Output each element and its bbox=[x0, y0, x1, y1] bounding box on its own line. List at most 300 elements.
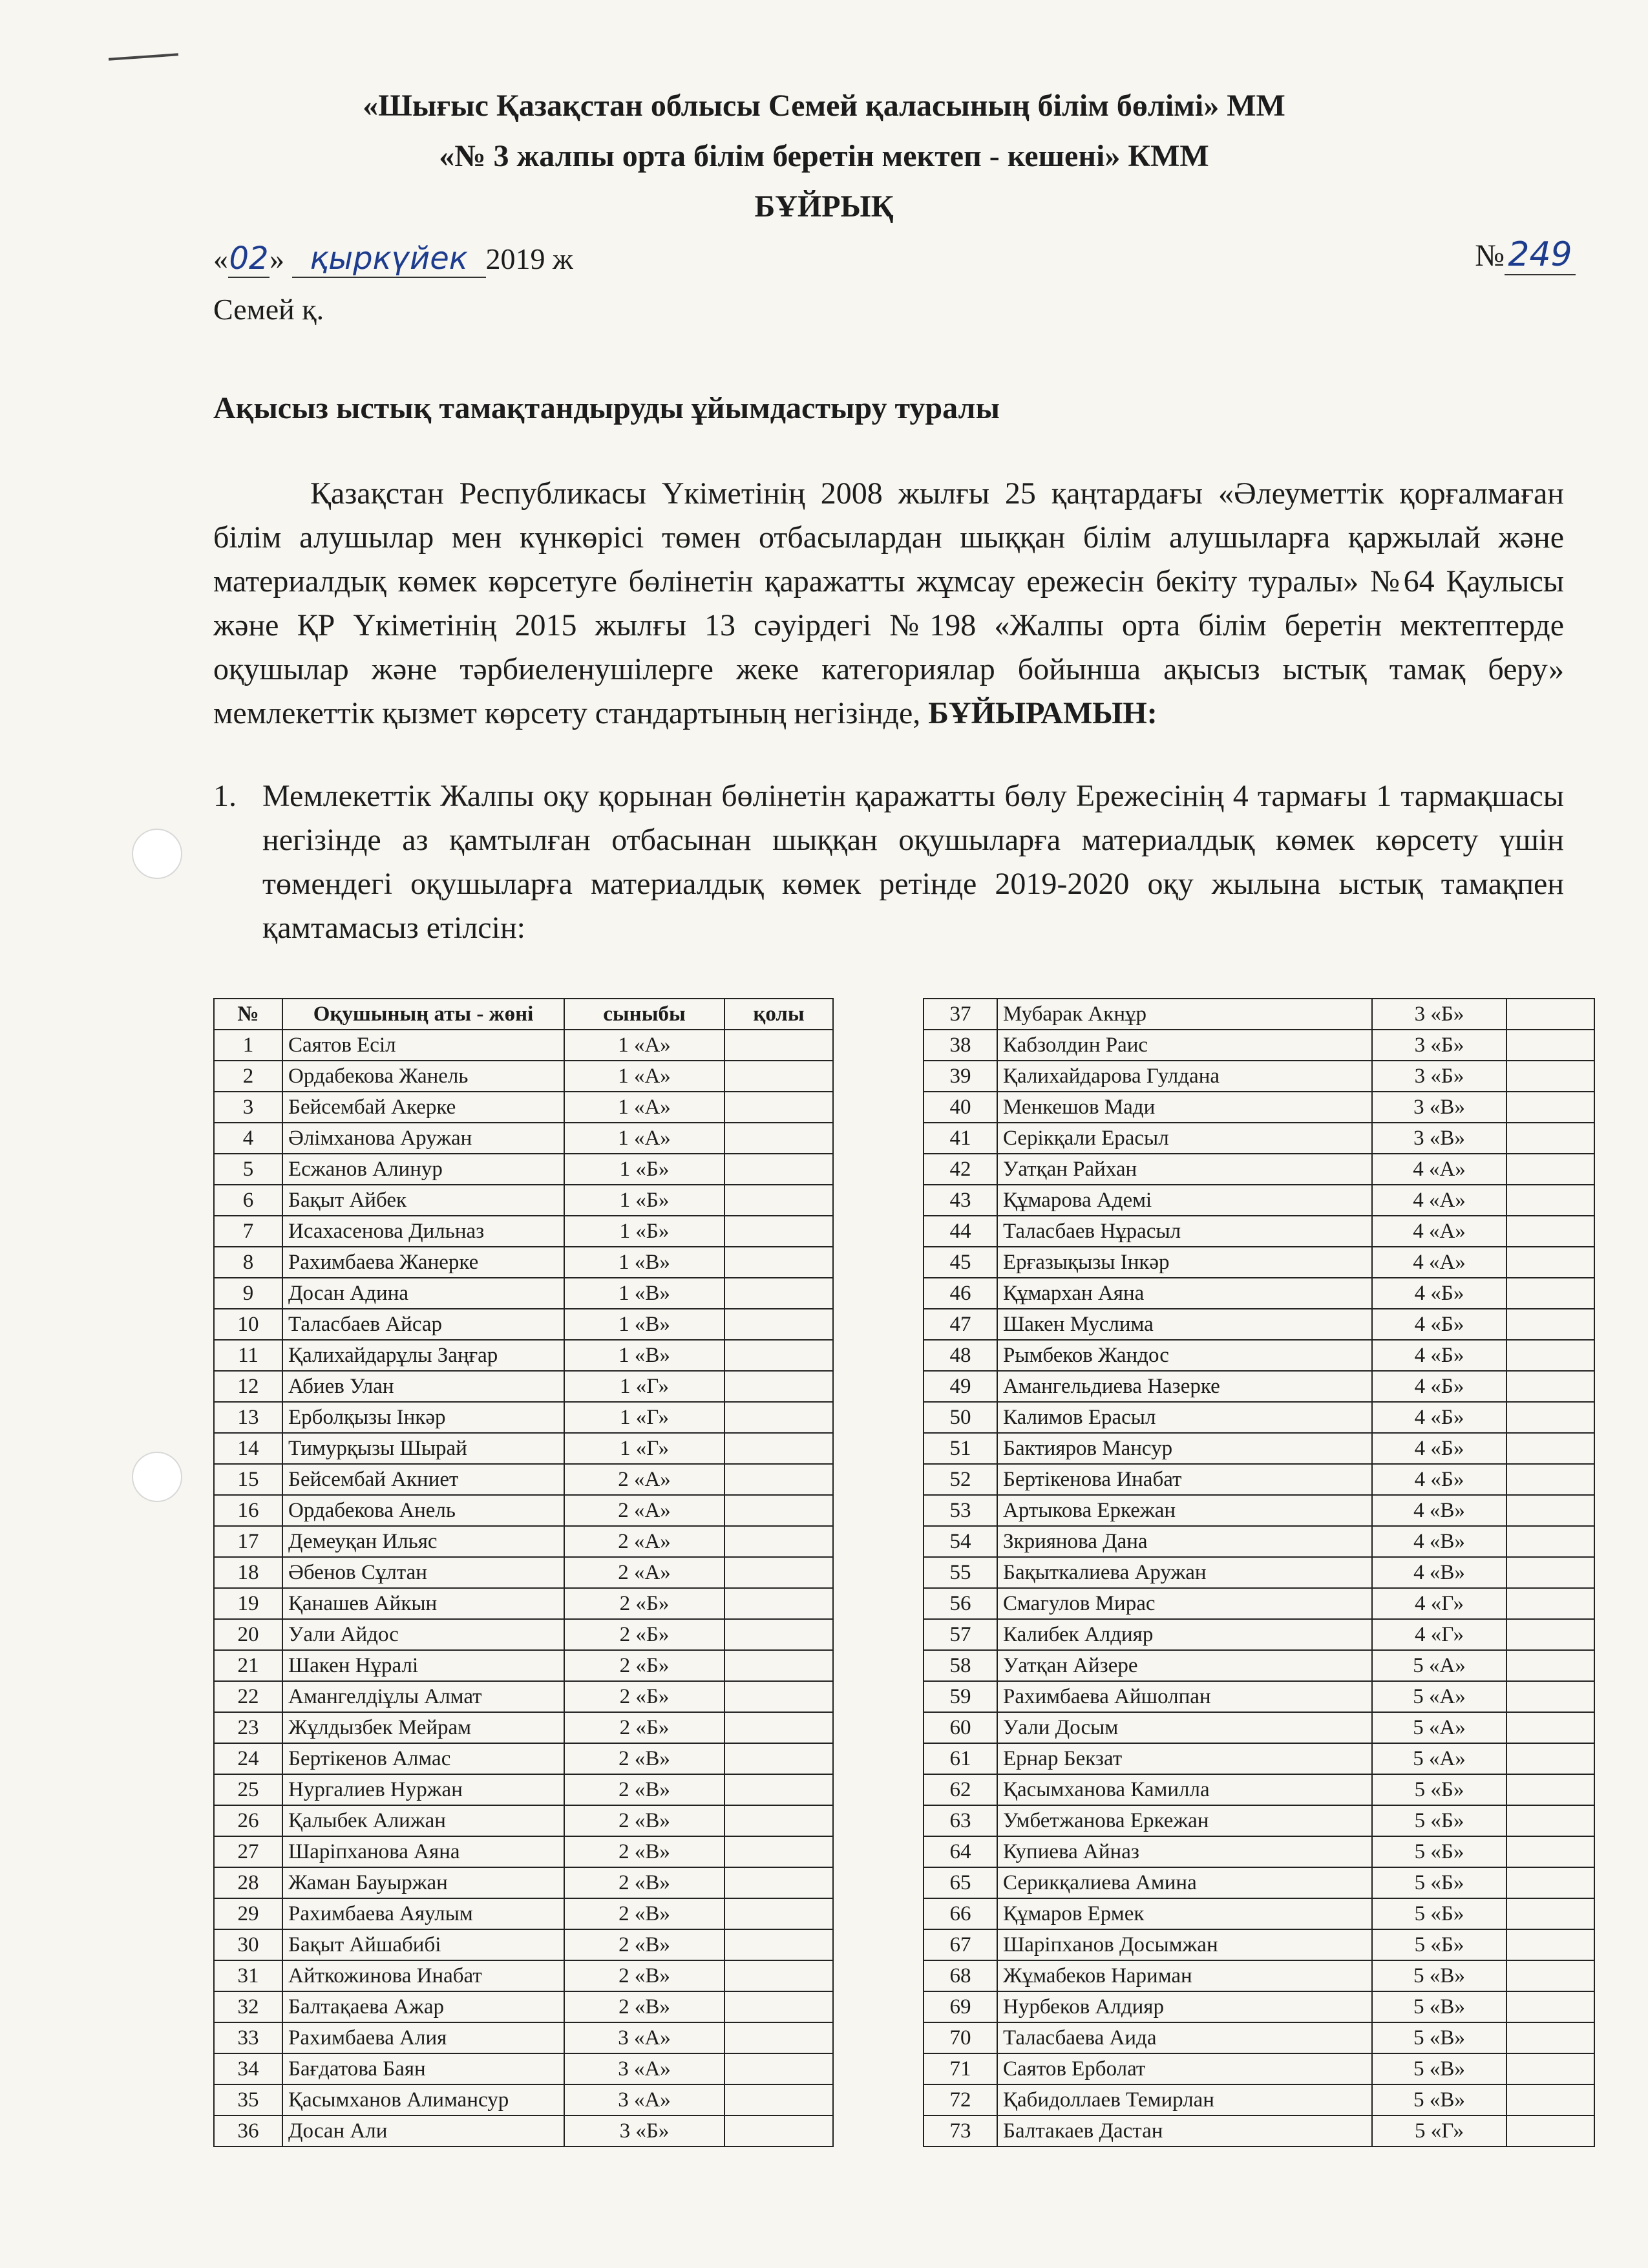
order-date bbox=[213, 240, 573, 278]
punch-hole-top bbox=[132, 829, 182, 879]
signature-cell bbox=[724, 1340, 833, 1371]
signature-cell bbox=[1506, 1123, 1594, 1154]
student-number: 28 bbox=[214, 1867, 282, 1898]
city: Семей қ. bbox=[213, 293, 324, 326]
student-number: 61 bbox=[924, 1743, 997, 1774]
table-row bbox=[924, 1867, 1594, 1898]
student-class: 5 «А» bbox=[1372, 1681, 1506, 1712]
table-row bbox=[924, 1030, 1594, 1061]
table-row bbox=[214, 1743, 833, 1774]
student-class: 5 «Б» bbox=[1372, 1836, 1506, 1867]
student-number: 60 bbox=[924, 1712, 997, 1743]
student-name: Серикқалиева Амина bbox=[997, 1867, 1372, 1898]
student-name: Досан Али bbox=[282, 2115, 564, 2146]
student-class: 5 «В» bbox=[1372, 2053, 1506, 2084]
student-name: Есжанов Алинур bbox=[282, 1154, 564, 1185]
student-name: Таласбаев Айсар bbox=[282, 1309, 564, 1340]
student-class: 2 «В» bbox=[564, 1898, 724, 1929]
student-class: 1 «А» bbox=[564, 1092, 724, 1123]
table-row bbox=[214, 1619, 833, 1650]
student-class: 3 «А» bbox=[564, 2053, 724, 2084]
signature-cell bbox=[1506, 1495, 1594, 1526]
signature-cell bbox=[724, 1278, 833, 1309]
student-name: Уатқан Айзере bbox=[997, 1650, 1372, 1681]
signature-cell bbox=[724, 1061, 833, 1092]
signature-cell bbox=[1506, 1464, 1594, 1495]
signature-cell bbox=[724, 1712, 833, 1743]
table-row bbox=[924, 1526, 1594, 1557]
student-number: 45 bbox=[924, 1247, 997, 1278]
signature-cell bbox=[1506, 2084, 1594, 2115]
table-row bbox=[924, 1774, 1594, 1805]
student-class: 5 «А» bbox=[1372, 1712, 1506, 1743]
school-name-line: «№ 3 жалпы орта білім беретін мектеп - кешені» КММ bbox=[439, 139, 1209, 173]
student-name: Тимурқызы Шырай bbox=[282, 1433, 564, 1464]
student-number: 57 bbox=[924, 1619, 997, 1650]
student-number: 10 bbox=[214, 1309, 282, 1340]
student-name: Нурбеков Алдияр bbox=[997, 1991, 1372, 2022]
student-class: 4 «А» bbox=[1372, 1216, 1506, 1247]
student-class: 2 «В» bbox=[564, 1867, 724, 1898]
student-name: Шакен Муслима bbox=[997, 1309, 1372, 1340]
table-header-row bbox=[214, 999, 833, 1030]
student-name: Құмарова Адемі bbox=[997, 1185, 1372, 1216]
table-row bbox=[214, 1650, 833, 1681]
table-row bbox=[924, 1805, 1594, 1836]
signature-cell bbox=[1506, 1309, 1594, 1340]
signature-cell bbox=[724, 2115, 833, 2146]
table-row bbox=[214, 1681, 833, 1712]
order-number bbox=[1475, 235, 1576, 275]
signature-cell bbox=[724, 1309, 833, 1340]
student-class: 3 «Б» bbox=[1372, 999, 1506, 1030]
student-class: 4 «Б» bbox=[1372, 1433, 1506, 1464]
table-row bbox=[924, 1929, 1594, 1960]
student-name: Рахимбаева Алия bbox=[282, 2022, 564, 2053]
student-number: 34 bbox=[214, 2053, 282, 2084]
table-row bbox=[214, 2084, 833, 2115]
table-row bbox=[214, 1960, 833, 1991]
table-row bbox=[214, 1588, 833, 1619]
student-class: 5 «В» bbox=[1372, 1991, 1506, 2022]
student-class: 4 «Б» bbox=[1372, 1278, 1506, 1309]
student-class: 2 «В» bbox=[564, 1805, 724, 1836]
student-name: Шаріпханова Аяна bbox=[282, 1836, 564, 1867]
student-class: 1 «Г» bbox=[564, 1371, 724, 1402]
student-number: 69 bbox=[924, 1991, 997, 2022]
table-row bbox=[214, 1216, 833, 1247]
table-row bbox=[214, 1991, 833, 2022]
intro-paragraph bbox=[213, 472, 1564, 736]
signature-cell bbox=[1506, 1402, 1594, 1433]
student-number: 33 bbox=[214, 2022, 282, 2053]
student-class: 5 «А» bbox=[1372, 1650, 1506, 1681]
table-row bbox=[214, 1557, 833, 1588]
table-row bbox=[214, 1433, 833, 1464]
student-class: 5 «А» bbox=[1372, 1743, 1506, 1774]
signature-cell bbox=[1506, 1712, 1594, 1743]
student-number: 59 bbox=[924, 1681, 997, 1712]
signature-cell bbox=[1506, 2115, 1594, 2146]
signature-cell bbox=[1506, 1340, 1594, 1371]
table-row bbox=[924, 1712, 1594, 1743]
student-name: Нургалиев Нуржан bbox=[282, 1774, 564, 1805]
table-row bbox=[924, 1247, 1594, 1278]
student-class: 2 «А» bbox=[564, 1495, 724, 1526]
student-name: Қалихайдарова Гулдана bbox=[997, 1061, 1372, 1092]
student-number: 11 bbox=[214, 1340, 282, 1371]
student-name: Қалыбек Алижан bbox=[282, 1805, 564, 1836]
header-class: сыныбы bbox=[564, 999, 724, 1030]
student-number: 22 bbox=[214, 1681, 282, 1712]
student-number: 36 bbox=[214, 2115, 282, 2146]
student-class: 4 «Г» bbox=[1372, 1588, 1506, 1619]
signature-cell bbox=[1506, 1526, 1594, 1557]
student-name: Бейсембай Акниет bbox=[282, 1464, 564, 1495]
student-number: 8 bbox=[214, 1247, 282, 1278]
student-name: Таласбаева Аида bbox=[997, 2022, 1372, 2053]
table-row bbox=[214, 1309, 833, 1340]
student-number: 13 bbox=[214, 1402, 282, 1433]
student-class: 3 «А» bbox=[564, 2084, 724, 2115]
student-class: 1 «В» bbox=[564, 1278, 724, 1309]
signature-cell bbox=[724, 1867, 833, 1898]
table-row bbox=[924, 1433, 1594, 1464]
signature-cell bbox=[724, 1681, 833, 1712]
student-name: Рахимбаева Айшолпан bbox=[997, 1681, 1372, 1712]
signature-cell bbox=[724, 1402, 833, 1433]
student-class: 4 «А» bbox=[1372, 1185, 1506, 1216]
signature-cell bbox=[1506, 1991, 1594, 2022]
student-name: Балтакаев Дастан bbox=[997, 2115, 1372, 2146]
table-row bbox=[924, 2084, 1594, 2115]
student-name: Қасымханова Камилла bbox=[997, 1774, 1372, 1805]
table-row bbox=[214, 1061, 833, 1092]
order-item-1 bbox=[213, 774, 1564, 950]
student-class: 4 «В» bbox=[1372, 1495, 1506, 1526]
signature-cell bbox=[724, 1433, 833, 1464]
table-row bbox=[924, 1681, 1594, 1712]
student-class: 2 «А» bbox=[564, 1526, 724, 1557]
number-sign: № bbox=[1475, 238, 1505, 273]
student-name: Шаріпханов Досымжан bbox=[997, 1929, 1372, 1960]
student-number: 26 bbox=[214, 1805, 282, 1836]
table-row bbox=[924, 1464, 1594, 1495]
student-number: 7 bbox=[214, 1216, 282, 1247]
student-number: 14 bbox=[214, 1433, 282, 1464]
student-name: Таласбаев Нұрасыл bbox=[997, 1216, 1372, 1247]
table-row bbox=[924, 1092, 1594, 1123]
table-row bbox=[924, 1991, 1594, 2022]
student-class: 2 «А» bbox=[564, 1557, 724, 1588]
student-class: 5 «В» bbox=[1372, 2084, 1506, 2115]
student-name: Уатқан Райхан bbox=[997, 1154, 1372, 1185]
open-quote: « bbox=[213, 242, 228, 275]
student-number: 27 bbox=[214, 1836, 282, 1867]
document-type: БҰЙРЫҚ bbox=[754, 189, 894, 224]
signature-cell bbox=[1506, 2022, 1594, 2053]
signature-cell bbox=[1506, 1371, 1594, 1402]
org-name-line: «Шығыс Қазақстан облысы Семей қаласының білім бөлімі» ММ bbox=[363, 89, 1285, 123]
student-number: 66 bbox=[924, 1898, 997, 1929]
table-row bbox=[924, 1216, 1594, 1247]
student-number: 55 bbox=[924, 1557, 997, 1588]
student-number: 15 bbox=[214, 1464, 282, 1495]
date-month: қыркүйек bbox=[310, 240, 468, 277]
table-row bbox=[924, 1309, 1594, 1340]
student-number: 12 bbox=[214, 1371, 282, 1402]
student-number: 20 bbox=[214, 1619, 282, 1650]
student-name: Купиева Айназ bbox=[997, 1836, 1372, 1867]
student-name: Уали Досым bbox=[997, 1712, 1372, 1743]
student-class: 1 «А» bbox=[564, 1030, 724, 1061]
student-number: 71 bbox=[924, 2053, 997, 2084]
table-row bbox=[214, 1402, 833, 1433]
student-class: 3 «В» bbox=[1372, 1092, 1506, 1123]
student-class: 2 «Б» bbox=[564, 1588, 724, 1619]
student-class: 2 «В» bbox=[564, 1774, 724, 1805]
student-name: Саятов Есіл bbox=[282, 1030, 564, 1061]
student-number: 53 bbox=[924, 1495, 997, 1526]
student-class: 2 «Б» bbox=[564, 1712, 724, 1743]
header-name: Оқушының аты - жөні bbox=[282, 999, 564, 1030]
student-number: 25 bbox=[214, 1774, 282, 1805]
signature-cell bbox=[1506, 1092, 1594, 1123]
student-number: 41 bbox=[924, 1123, 997, 1154]
signature-cell bbox=[724, 1092, 833, 1123]
student-class: 2 «В» bbox=[564, 1960, 724, 1991]
student-name: Амангелдіұлы Алмат bbox=[282, 1681, 564, 1712]
signature-cell bbox=[1506, 1061, 1594, 1092]
student-name: Жаман Бауыржан bbox=[282, 1867, 564, 1898]
signature-cell bbox=[1506, 1154, 1594, 1185]
student-number: 70 bbox=[924, 2022, 997, 2053]
table-row bbox=[924, 1588, 1594, 1619]
student-number: 1 bbox=[214, 1030, 282, 1061]
signature-cell bbox=[1506, 1247, 1594, 1278]
student-number: 32 bbox=[214, 1991, 282, 2022]
student-number: 4 bbox=[214, 1123, 282, 1154]
table-row bbox=[214, 1774, 833, 1805]
table-row bbox=[924, 1154, 1594, 1185]
signature-cell bbox=[1506, 1743, 1594, 1774]
table-row bbox=[214, 1371, 833, 1402]
student-class: 2 «В» bbox=[564, 1836, 724, 1867]
student-name: Қабидоллаев Темирлан bbox=[997, 2084, 1372, 2115]
signature-cell bbox=[724, 1030, 833, 1061]
student-class: 3 «В» bbox=[1372, 1123, 1506, 1154]
student-class: 4 «Б» bbox=[1372, 1371, 1506, 1402]
student-table-left bbox=[213, 998, 834, 2147]
student-name: Рахимбаева Аяулым bbox=[282, 1898, 564, 1929]
signature-cell bbox=[724, 1588, 833, 1619]
table-row bbox=[214, 1495, 833, 1526]
signature-cell bbox=[724, 1805, 833, 1836]
student-number: 52 bbox=[924, 1464, 997, 1495]
student-class: 4 «Б» bbox=[1372, 1309, 1506, 1340]
table-row bbox=[214, 1526, 833, 1557]
student-number: 23 bbox=[214, 1712, 282, 1743]
student-number: 37 bbox=[924, 999, 997, 1030]
signature-cell bbox=[724, 1464, 833, 1495]
table-row bbox=[214, 1247, 833, 1278]
item-number: 1. bbox=[213, 779, 237, 813]
order-subject: Ақысыз ыстық тамақтандыруды ұйымдастыру туралы bbox=[213, 391, 1000, 425]
table-row bbox=[214, 1030, 833, 1061]
student-class: 5 «Г» bbox=[1372, 2115, 1506, 2146]
student-number: 48 bbox=[924, 1340, 997, 1371]
student-class: 2 «А» bbox=[564, 1464, 724, 1495]
signature-cell bbox=[724, 1216, 833, 1247]
student-class: 2 «Б» bbox=[564, 1650, 724, 1681]
student-name: Демеуқан Ильяс bbox=[282, 1526, 564, 1557]
student-number: 58 bbox=[924, 1650, 997, 1681]
student-name: Бактияров Мансур bbox=[997, 1433, 1372, 1464]
student-rows-right bbox=[924, 999, 1594, 2146]
table-row bbox=[214, 2022, 833, 2053]
signature-cell bbox=[724, 1774, 833, 1805]
student-class: 5 «Б» bbox=[1372, 1774, 1506, 1805]
student-name: Досан Адина bbox=[282, 1278, 564, 1309]
student-name: Бертікенов Алмас bbox=[282, 1743, 564, 1774]
signature-cell bbox=[1506, 1278, 1594, 1309]
student-number: 46 bbox=[924, 1278, 997, 1309]
student-name: Әбенов Сұлтан bbox=[282, 1557, 564, 1588]
table-row bbox=[924, 2115, 1594, 2146]
table-row bbox=[214, 1340, 833, 1371]
student-class: 1 «Г» bbox=[564, 1402, 724, 1433]
student-number: 16 bbox=[214, 1495, 282, 1526]
student-number: 56 bbox=[924, 1588, 997, 1619]
student-class: 2 «В» bbox=[564, 1929, 724, 1960]
student-number: 9 bbox=[214, 1278, 282, 1309]
table-row bbox=[924, 1061, 1594, 1092]
student-class: 4 «В» bbox=[1372, 1526, 1506, 1557]
signature-cell bbox=[1506, 1898, 1594, 1929]
table-row bbox=[214, 1185, 833, 1216]
student-class: 1 «А» bbox=[564, 1123, 724, 1154]
student-name: Смагулов Мирас bbox=[997, 1588, 1372, 1619]
date-day: 02 bbox=[229, 240, 269, 277]
table-row bbox=[924, 1557, 1594, 1588]
student-name: Қасымханов Алимансур bbox=[282, 2084, 564, 2115]
student-rows-left bbox=[214, 1030, 833, 2146]
student-class: 5 «В» bbox=[1372, 1960, 1506, 1991]
signature-cell bbox=[724, 1991, 833, 2022]
signature-cell bbox=[1506, 1557, 1594, 1588]
student-number: 17 bbox=[214, 1526, 282, 1557]
student-name: Шакен Нұралі bbox=[282, 1650, 564, 1681]
table-row bbox=[924, 1371, 1594, 1402]
student-class: 5 «Б» bbox=[1372, 1867, 1506, 1898]
student-number: 49 bbox=[924, 1371, 997, 1402]
student-name: Қалихайдарұлы Заңғар bbox=[282, 1340, 564, 1371]
student-class: 5 «Б» bbox=[1372, 1898, 1506, 1929]
student-class: 4 «Г» bbox=[1372, 1619, 1506, 1650]
table-row bbox=[214, 2053, 833, 2084]
signature-cell bbox=[724, 1371, 833, 1402]
student-number: 24 bbox=[214, 1743, 282, 1774]
signature-cell bbox=[724, 1619, 833, 1650]
table-row bbox=[924, 1185, 1594, 1216]
student-name: Жұмабеков Нариман bbox=[997, 1960, 1372, 1991]
student-class: 3 «Б» bbox=[564, 2115, 724, 2146]
student-number: 39 bbox=[924, 1061, 997, 1092]
table-row bbox=[924, 1340, 1594, 1371]
student-name: Исахасенова Дильназ bbox=[282, 1216, 564, 1247]
signature-cell bbox=[1506, 1619, 1594, 1650]
close-quote: » bbox=[269, 242, 284, 275]
student-number: 47 bbox=[924, 1309, 997, 1340]
student-number: 30 bbox=[214, 1929, 282, 1960]
intro-text: Қазақстан Республикасы Үкіметінің 2008 жылғы 25 қаңтардағы «Әлеуметтік қорғалмаған білім алушылар мен күнкөрісі төмен отбасылардан шыққан білім алушыларға қаржылай және материалдық көмек көрсетуге бөлінетін қаражатты жұмсау ережесін бекіту туралы» №64 Қаулысы және ҚР Үкіметінің 2015 жылғы 13 сәуірдегі №198 «Жалпы орта білім беретін мектептерде оқушылар және тәрбиеленушілерге жеке категориялар бойынша ақысыз ыстық тамақ беру» мемлекеттік қызмет көрсету стандартының негізінде, bbox=[213, 476, 1564, 730]
student-name: Әлімханова Аружан bbox=[282, 1123, 564, 1154]
signature-cell bbox=[724, 1929, 833, 1960]
signature-cell bbox=[1506, 1929, 1594, 1960]
student-name: Серікқали Ерасыл bbox=[997, 1123, 1372, 1154]
student-name: Умбетжанова Еркежан bbox=[997, 1805, 1372, 1836]
student-class: 1 «Г» bbox=[564, 1433, 724, 1464]
student-name: Рымбеков Жандос bbox=[997, 1340, 1372, 1371]
table-row bbox=[214, 1154, 833, 1185]
student-number: 50 bbox=[924, 1402, 997, 1433]
signature-cell bbox=[1506, 999, 1594, 1030]
header-no: № bbox=[214, 999, 282, 1030]
student-class: 2 «Б» bbox=[564, 1619, 724, 1650]
student-number: 68 bbox=[924, 1960, 997, 1991]
student-number: 31 bbox=[214, 1960, 282, 1991]
student-name: Құмаров Ермек bbox=[997, 1898, 1372, 1929]
student-number: 35 bbox=[214, 2084, 282, 2115]
table-row bbox=[214, 1805, 833, 1836]
student-class: 1 «В» bbox=[564, 1340, 724, 1371]
signature-cell bbox=[724, 1743, 833, 1774]
table-row bbox=[924, 1650, 1594, 1681]
signature-cell bbox=[724, 2053, 833, 2084]
signature-cell bbox=[1506, 1774, 1594, 1805]
signature-cell bbox=[1506, 1216, 1594, 1247]
signature-cell bbox=[724, 1836, 833, 1867]
table-row bbox=[214, 1092, 833, 1123]
signature-cell bbox=[1506, 1805, 1594, 1836]
signature-cell bbox=[1506, 1650, 1594, 1681]
student-class: 4 «А» bbox=[1372, 1247, 1506, 1278]
student-name: Кабзолдин Раис bbox=[997, 1030, 1372, 1061]
student-name: Бақыт Айбек bbox=[282, 1185, 564, 1216]
student-name: Ордабекова Анель bbox=[282, 1495, 564, 1526]
student-name: Саятов Ерболат bbox=[997, 2053, 1372, 2084]
student-class: 4 «Б» bbox=[1372, 1340, 1506, 1371]
signature-cell bbox=[724, 1185, 833, 1216]
table-row bbox=[214, 1867, 833, 1898]
student-class: 5 «Б» bbox=[1372, 1929, 1506, 1960]
student-number: 3 bbox=[214, 1092, 282, 1123]
student-class: 5 «В» bbox=[1372, 2022, 1506, 2053]
student-class: 2 «Б» bbox=[564, 1681, 724, 1712]
student-name: Ерболқызы Інкәр bbox=[282, 1402, 564, 1433]
student-number: 18 bbox=[214, 1557, 282, 1588]
student-name: Зкриянова Дана bbox=[997, 1526, 1372, 1557]
table-row bbox=[214, 1898, 833, 1929]
student-number: 5 bbox=[214, 1154, 282, 1185]
signature-cell bbox=[1506, 1433, 1594, 1464]
student-class: 3 «А» bbox=[564, 2022, 724, 2053]
order-number-value: 249 bbox=[1505, 235, 1576, 275]
student-class: 2 «В» bbox=[564, 1991, 724, 2022]
signature-cell bbox=[724, 1557, 833, 1588]
signature-cell bbox=[724, 1960, 833, 1991]
punch-hole-bottom bbox=[132, 1452, 182, 1502]
